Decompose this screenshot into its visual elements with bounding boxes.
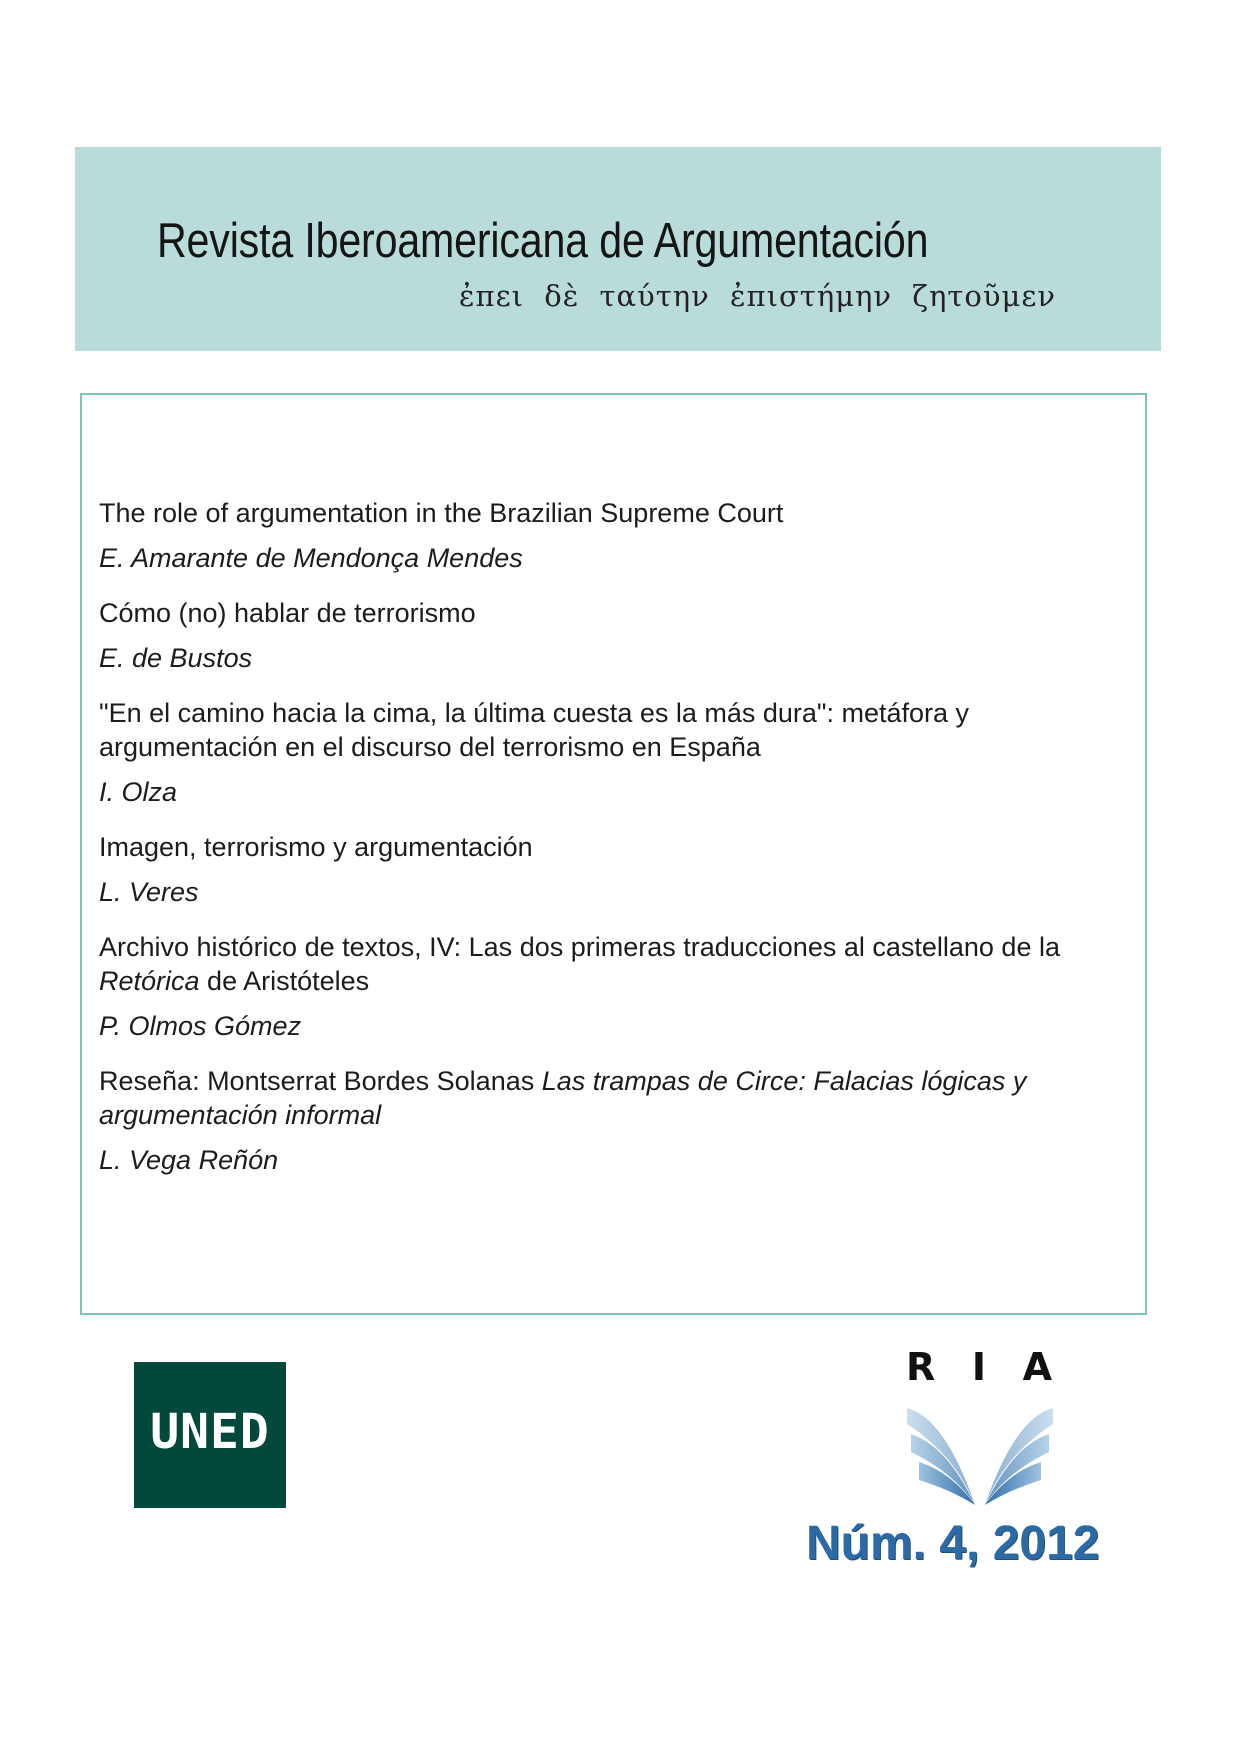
toc-entry [99, 496, 1129, 575]
article-title-part: Cómo (no) hablar de terrorismo [99, 598, 476, 628]
article-author: E. Amarante de Mendonça Mendes [99, 543, 523, 573]
uned-logo [134, 1362, 286, 1508]
table-of-contents [80, 393, 1147, 1315]
toc-entry [99, 930, 1129, 1043]
article-author: P. Olmos Gómez [99, 1011, 302, 1041]
article-title [99, 1064, 1129, 1132]
ria-letter-i: I [971, 1345, 986, 1389]
toc-entry [99, 1064, 1129, 1177]
issue-number: Núm. 4, 2012 [806, 1517, 1100, 1570]
ria-letter-a: A [1022, 1345, 1052, 1389]
greek-motto: ἐπει δὲ ταύτην ἐπιστήμην ζητοῦμεν [459, 279, 1056, 313]
article-title-part: de Aristóteles [199, 966, 370, 996]
article-author: L. Veres [99, 877, 199, 907]
article-title-italic-part: Retórica [99, 966, 200, 996]
toc-entry [99, 696, 1129, 809]
article-title [99, 830, 1129, 864]
article-author: I. Olza [99, 777, 178, 807]
article-author: L. Vega Reñón [99, 1145, 279, 1175]
article-title-part: "En el camino hacia la cima, la última cuesta es la más dura": metáfora y argumentación en el discurso del terrorismo en España [99, 698, 970, 762]
article-title [99, 596, 1129, 630]
article-title [99, 496, 1129, 530]
toc-entry [99, 830, 1129, 909]
journal-title: Revista Iberoamericana de Argumentación [157, 214, 929, 268]
toc-list [99, 496, 1129, 1177]
article-title-part: Imagen, terrorismo y argumentación [99, 832, 533, 862]
open-book-icon [905, 1400, 1055, 1510]
article-title [99, 930, 1129, 998]
ria-letter-r: R [906, 1345, 936, 1389]
article-title [99, 696, 1129, 764]
article-title-part: The role of argumentation in the Brazilian Supreme Court [99, 498, 784, 528]
article-title-italic-part: Las trampas de Circe: Falacias lógicas y argumentación informal [99, 1066, 1027, 1130]
article-author: E. de Bustos [99, 643, 253, 673]
toc-entry [99, 596, 1129, 675]
ria-logo-letters [906, 1345, 1052, 1389]
article-title-part: Archivo histórico de textos, IV: Las dos primeras traducciones al castellano de la [99, 932, 1060, 962]
article-title-part: Reseña: Montserrat Bordes Solanas [99, 1066, 542, 1096]
uned-logo-text: UNED [150, 1404, 270, 1460]
journal-header [75, 147, 1161, 351]
